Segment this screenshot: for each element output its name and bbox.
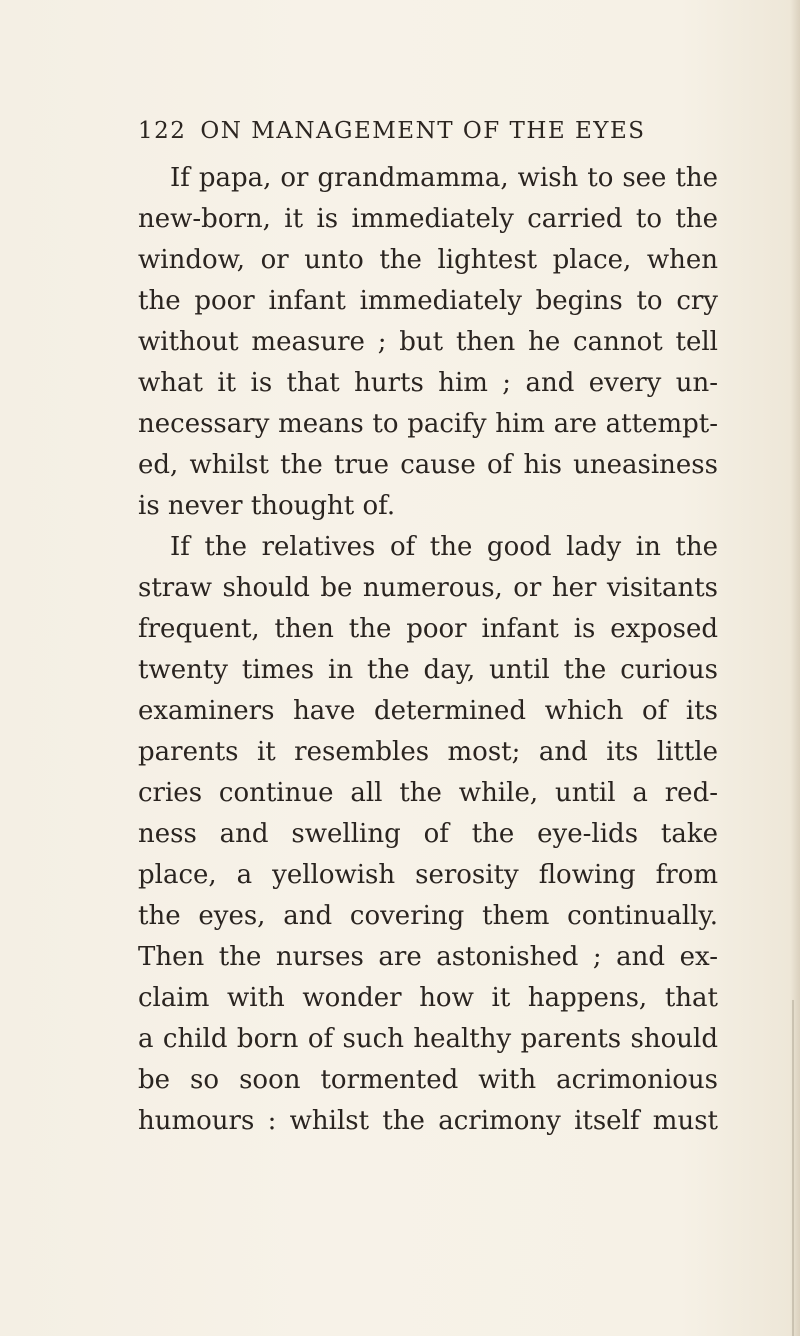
text-line: straw should be numerous, or her visitants	[138, 573, 718, 603]
text-line: Then the nurses are astonished ; and ex-	[138, 942, 718, 972]
body-text	[138, 158, 718, 1142]
page-number: 122	[138, 118, 187, 144]
text-line: frequent, then the poor infant is exposed	[138, 614, 718, 644]
text-line: what it is that hurts him ; and every un-	[138, 368, 718, 398]
text-line: new-born, it is immediately carried to the	[138, 204, 718, 234]
text-line: ness and swelling of the eye-lids take	[138, 819, 718, 849]
text-line: If papa, or grandmamma, wish to see the	[170, 163, 718, 193]
text-line: the eyes, and covering them continually.	[138, 901, 718, 931]
text-line: the poor infant immediately begins to cry	[138, 286, 718, 316]
text-line: cries continue all the while, until a red-	[138, 778, 718, 808]
running-header	[138, 118, 646, 144]
text-line: twenty times in the day, until the curious	[138, 655, 718, 685]
paragraph	[138, 158, 718, 527]
text-line: If the relatives of the good lady in the	[170, 532, 718, 562]
text-line: parents it resembles most; and its little	[138, 737, 718, 767]
text-line: is never thought of.	[138, 491, 396, 521]
text-line: ed, whilst the true cause of his uneasiness	[138, 450, 718, 480]
page-edge-line	[792, 1000, 794, 1336]
text-line: examiners have determined which of its	[138, 696, 718, 726]
text-line: claim with wonder how it happens, that	[138, 983, 718, 1013]
text-line: window, or unto the lightest place, when	[138, 245, 718, 275]
paragraph	[138, 527, 718, 1142]
text-line: place, a yellowish serosity flowing from	[138, 860, 718, 890]
text-line: without measure ; but then he cannot tell	[138, 327, 718, 357]
text-line: humours : whilst the acrimony itself must	[138, 1106, 718, 1136]
text-line: a child born of such healthy parents should	[138, 1024, 718, 1054]
text-line: necessary means to pacify him are attempt-	[138, 409, 718, 439]
text-line: be so soon tormented with acrimonious	[138, 1065, 718, 1095]
running-title: ON MANAGEMENT OF THE EYES	[200, 118, 646, 144]
